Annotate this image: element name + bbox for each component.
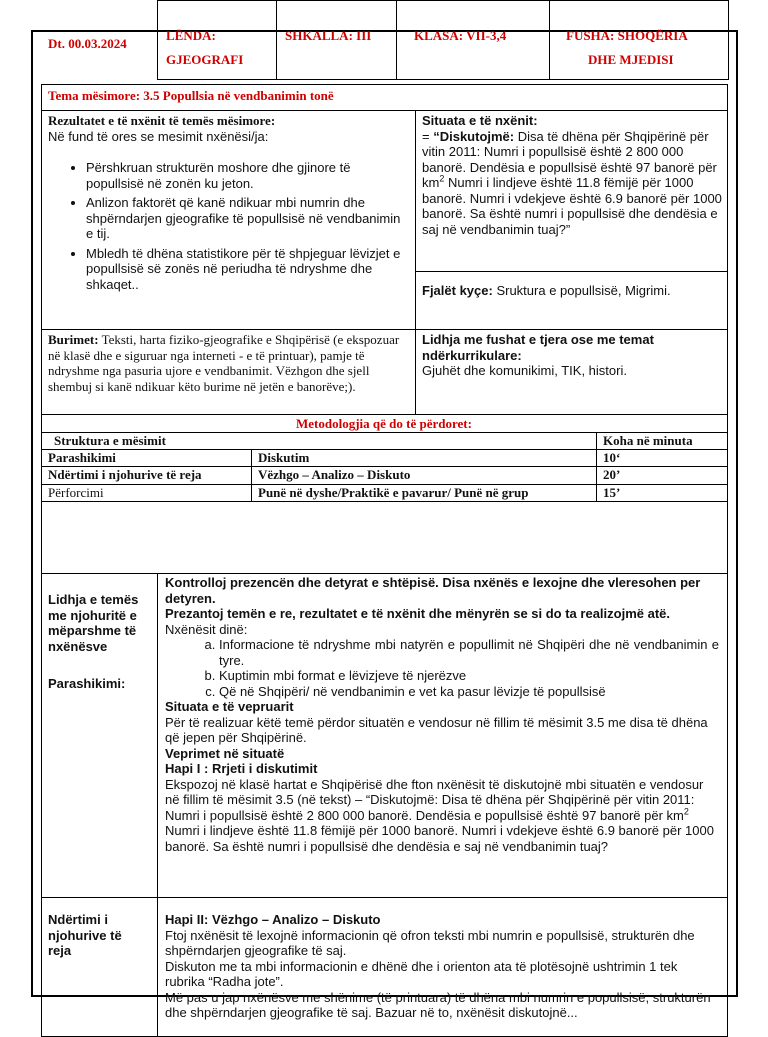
section1-situata-text: Për të realizuar këtë temë përdor situatën e vendosur në fillim të mësimit 3.5 me disa të dhëna që jepen për Shqipërinë.: [165, 714, 708, 745]
methods-row-label: Ndërtimi i njohurive të reja: [48, 467, 202, 482]
methods-row-method: Vëzhgo – Analizo – Diskuto: [258, 467, 411, 482]
methods-vline: [251, 449, 252, 502]
rezultatet-item: • Mbledh të dhëna statistikore për të shpjeguar lëvizjet e popullsisë së zonës në periudha të ndryshme dhe shkaqet..: [86, 246, 410, 293]
section1-p1: Kontrolloj prezencën dhe detyrat e shtëpisë. Disa nxënës e lexojne dhe vleresohen per detyren.: [165, 575, 701, 606]
lenda-value: GJEOGRAFI: [166, 52, 244, 67]
methods-hline: [41, 449, 728, 450]
section1-p3: Nxënësit dinë:: [165, 621, 248, 637]
hapi1-sup: 2: [683, 806, 689, 817]
tema-title: Tema mësimore: 3.5 Popullsia në vendbanimin tonë: [48, 88, 334, 103]
section1-h-hapi1: Hapi I : Rrjeti i diskutimit: [165, 761, 318, 776]
lidhja-block: [422, 332, 722, 379]
situata-lead: “Diskutojmë:: [433, 128, 515, 144]
lidhja-text: Gjuhët dhe komunikimi, TIK, histori.: [422, 363, 627, 378]
section1-list-item: a. Informacione të ndryshme mbi natyrën e popullimit në Shqipëri dhe në vendbanimin e tyre.: [219, 637, 719, 668]
section1-hapi1-text: [165, 777, 719, 855]
rezultatet-list: [48, 160, 410, 292]
section1-h-veprimet: Veprimet në situatë: [165, 745, 285, 761]
methods-vline: [596, 432, 597, 502]
fusha-line1: FUSHA: SHOQËRIA: [566, 28, 688, 43]
section1-list-item: b. Kuptimin mbi format e lëvizjeve të njerëzve: [219, 668, 719, 684]
section1-divider: [157, 573, 158, 898]
situata-text-2: Numri i lindjeve është 11.8 fëmijë për 1000 banorë. Numri i vdekjeve është 6.9 banorë për 1000 banorë. Sa është numri i popullsisë dhe dendësia e saj në vendbanimin tuaj?”: [422, 175, 722, 237]
methods-header-koha: Koha në minuta: [603, 433, 693, 448]
fjalet-value: Sruktura e popullsisë, Migrimi.: [496, 283, 671, 298]
section2-p1: Ftoj nxënësit të lexojnë informacionin që ofron teksti mbi numrin e popullsisë, strukturën dhe shpërndarjen gjeografike të saj.: [165, 927, 695, 958]
section2-p2: Diskuton me ta mbi informacionin e dhënë dhe i orienton ata të plotësojnë ushtrimin 1 tek rubrika “Radha jote”.: [165, 958, 678, 989]
hapi1-text-1: Ekspozoj në klasë hartat e Shqipërisë dhe fton nxënësit të diskutojnë mbi situatën e vendosur në fillim të mësimit 3.5 (në tekst) – “Diskutojmë: Disa të dhëna për Shqipërinë për vitin 2011: Numri i popullsisë është 2 800 000 banorë. Dendësia e popullsisë është 97 banorë për km: [165, 776, 704, 823]
burimet-text: Teksti, harta fiziko-gjeografike e Shqipërisë (e ekspozuar në klasë dhe e siguruar nga interneti - e të printuar), pamje të ndryshme nga pasuria ujore e vendbanimit. Vëzhgon dhe sjell shembuj si kanë ndikuar këto burime në jetën e banorëve;).: [48, 332, 400, 394]
hapi1-text-2: Numri i lindjeve është 11.8 fëmijë për 1000 banorë. Numri i vdekjeve është 6.9 banorë për 1000 banorë. Sa është numri i popullsisë dhe dendësia e saj në vendbanimin tuaj?: [165, 823, 714, 854]
section1-list-item: c. Që në Shqipëri/ në vendbanimin e vet ka pasur lëvizje të popullsisë: [219, 684, 719, 700]
section1-h-situata: Situata e të vepruarit: [165, 699, 294, 714]
fusha-line2: DHE MJEDISI: [588, 52, 674, 67]
lenda-label: LËNDA:: [166, 28, 216, 43]
rezultatet-item: • Anlizon faktorët që kanë ndikuar mbi numrin dhe shpërndarjen gjeografike të popullsisë në vendbanimin e tij.: [86, 195, 410, 242]
shkalla: SHKALLA: III: [285, 28, 372, 43]
situata-text-1: Disa të dhëna për Shqipërinë për vitin 2011: Numri i popullsisë është 2 800 000 banorë. Dendësia e popullsisë është 97 banorë për km: [422, 128, 717, 190]
section2-content: [165, 912, 719, 1021]
situata-block: [422, 113, 724, 237]
situata-text: = “Diskutojmë: Disa të dhëna për Shqipërinë për vitin 2011: Numri i popullsisë është 2 800 000 banorë. Dendësia e popullsisë është 97 banorë për $km^2$ Numri i lindjeve është 11.8 fëmijë për 1000 banorë. Numri i vdekjeve është 6.9 banorë për 1000 banorë. Sa është numri i popullsisë dhe dendësia e saj në vendbanimin tuaj?”: [422, 128, 722, 237]
section2-p3: Më pas u jap nxënësve me shënime (të printuara) të dhëna mbi numrin e popullsisë, strukturën dhe shpërndarjen gjeografike të saj. Bazuar në to, nxënësit diskutojnë...: [165, 989, 711, 1020]
section1-p2: Prezantoj temën e re, rezultatet e të nxënit dhe mënyrën se si do ta realizojmë atë.: [165, 606, 671, 621]
fjalet-label: Fjalët kyçe:: [422, 283, 493, 298]
section2-h-hapi2: Hapi II: Vëzhgo – Analizo – Diskuto: [165, 912, 381, 927]
metodologjia-title: Metodologjia që do të përdoret:: [296, 416, 472, 431]
rezultatet-item: • Përshkruan strukturën moshore dhe gjinore të popullsisë në zonën ku jeton.: [86, 160, 410, 191]
lidhja-title: Lidhja me fushat e tjera ose me temat ndërkurrikulare:: [422, 332, 654, 363]
klasa: KLASA: VII-3,4: [414, 28, 507, 43]
burimet-label: Burimet:: [48, 332, 99, 347]
fjalet-kyce: [422, 283, 724, 299]
rezultatet-block: [48, 113, 410, 296]
methods-row-label: Parashikimi: [48, 450, 116, 465]
section1-left-sub: Parashikimi:: [48, 676, 126, 691]
methods-header-struktura: Struktura e mësimit: [54, 433, 166, 448]
methods-row-time: 15’: [603, 485, 621, 500]
date: Dt. 00.03.2024: [48, 36, 127, 51]
rezultatet-title: Rezultatet e të nxënit të temës mësimore:: [48, 113, 276, 128]
situata-title: Situata e të nxënit:: [422, 113, 538, 128]
methods-row-label: Përforcimi: [48, 485, 104, 500]
section1-content: [165, 575, 719, 854]
section2-left-title: Ndërtimi i njohurive të reja: [48, 912, 122, 958]
section1-left-title: Lidhja e temës me njohuritë e mëparshme të nxënësve: [48, 592, 139, 654]
methods-row-time: 10‘: [603, 450, 621, 465]
methods-row-method: Punë në dyshe/Praktikë e pavarur/ Punë në grup: [258, 485, 529, 500]
methods-row-method: Diskutim: [258, 450, 310, 465]
situata-sup: 2: [439, 173, 445, 184]
methods-row-time: 20’: [603, 467, 621, 482]
burimet-block: [48, 332, 410, 394]
section1-list: [165, 637, 719, 699]
fjalet-divider: [415, 271, 728, 272]
section2-divider: [157, 897, 158, 1037]
rezultatet-intro: Në fund të ores se mesimit nxënësi/ja:: [48, 128, 269, 144]
